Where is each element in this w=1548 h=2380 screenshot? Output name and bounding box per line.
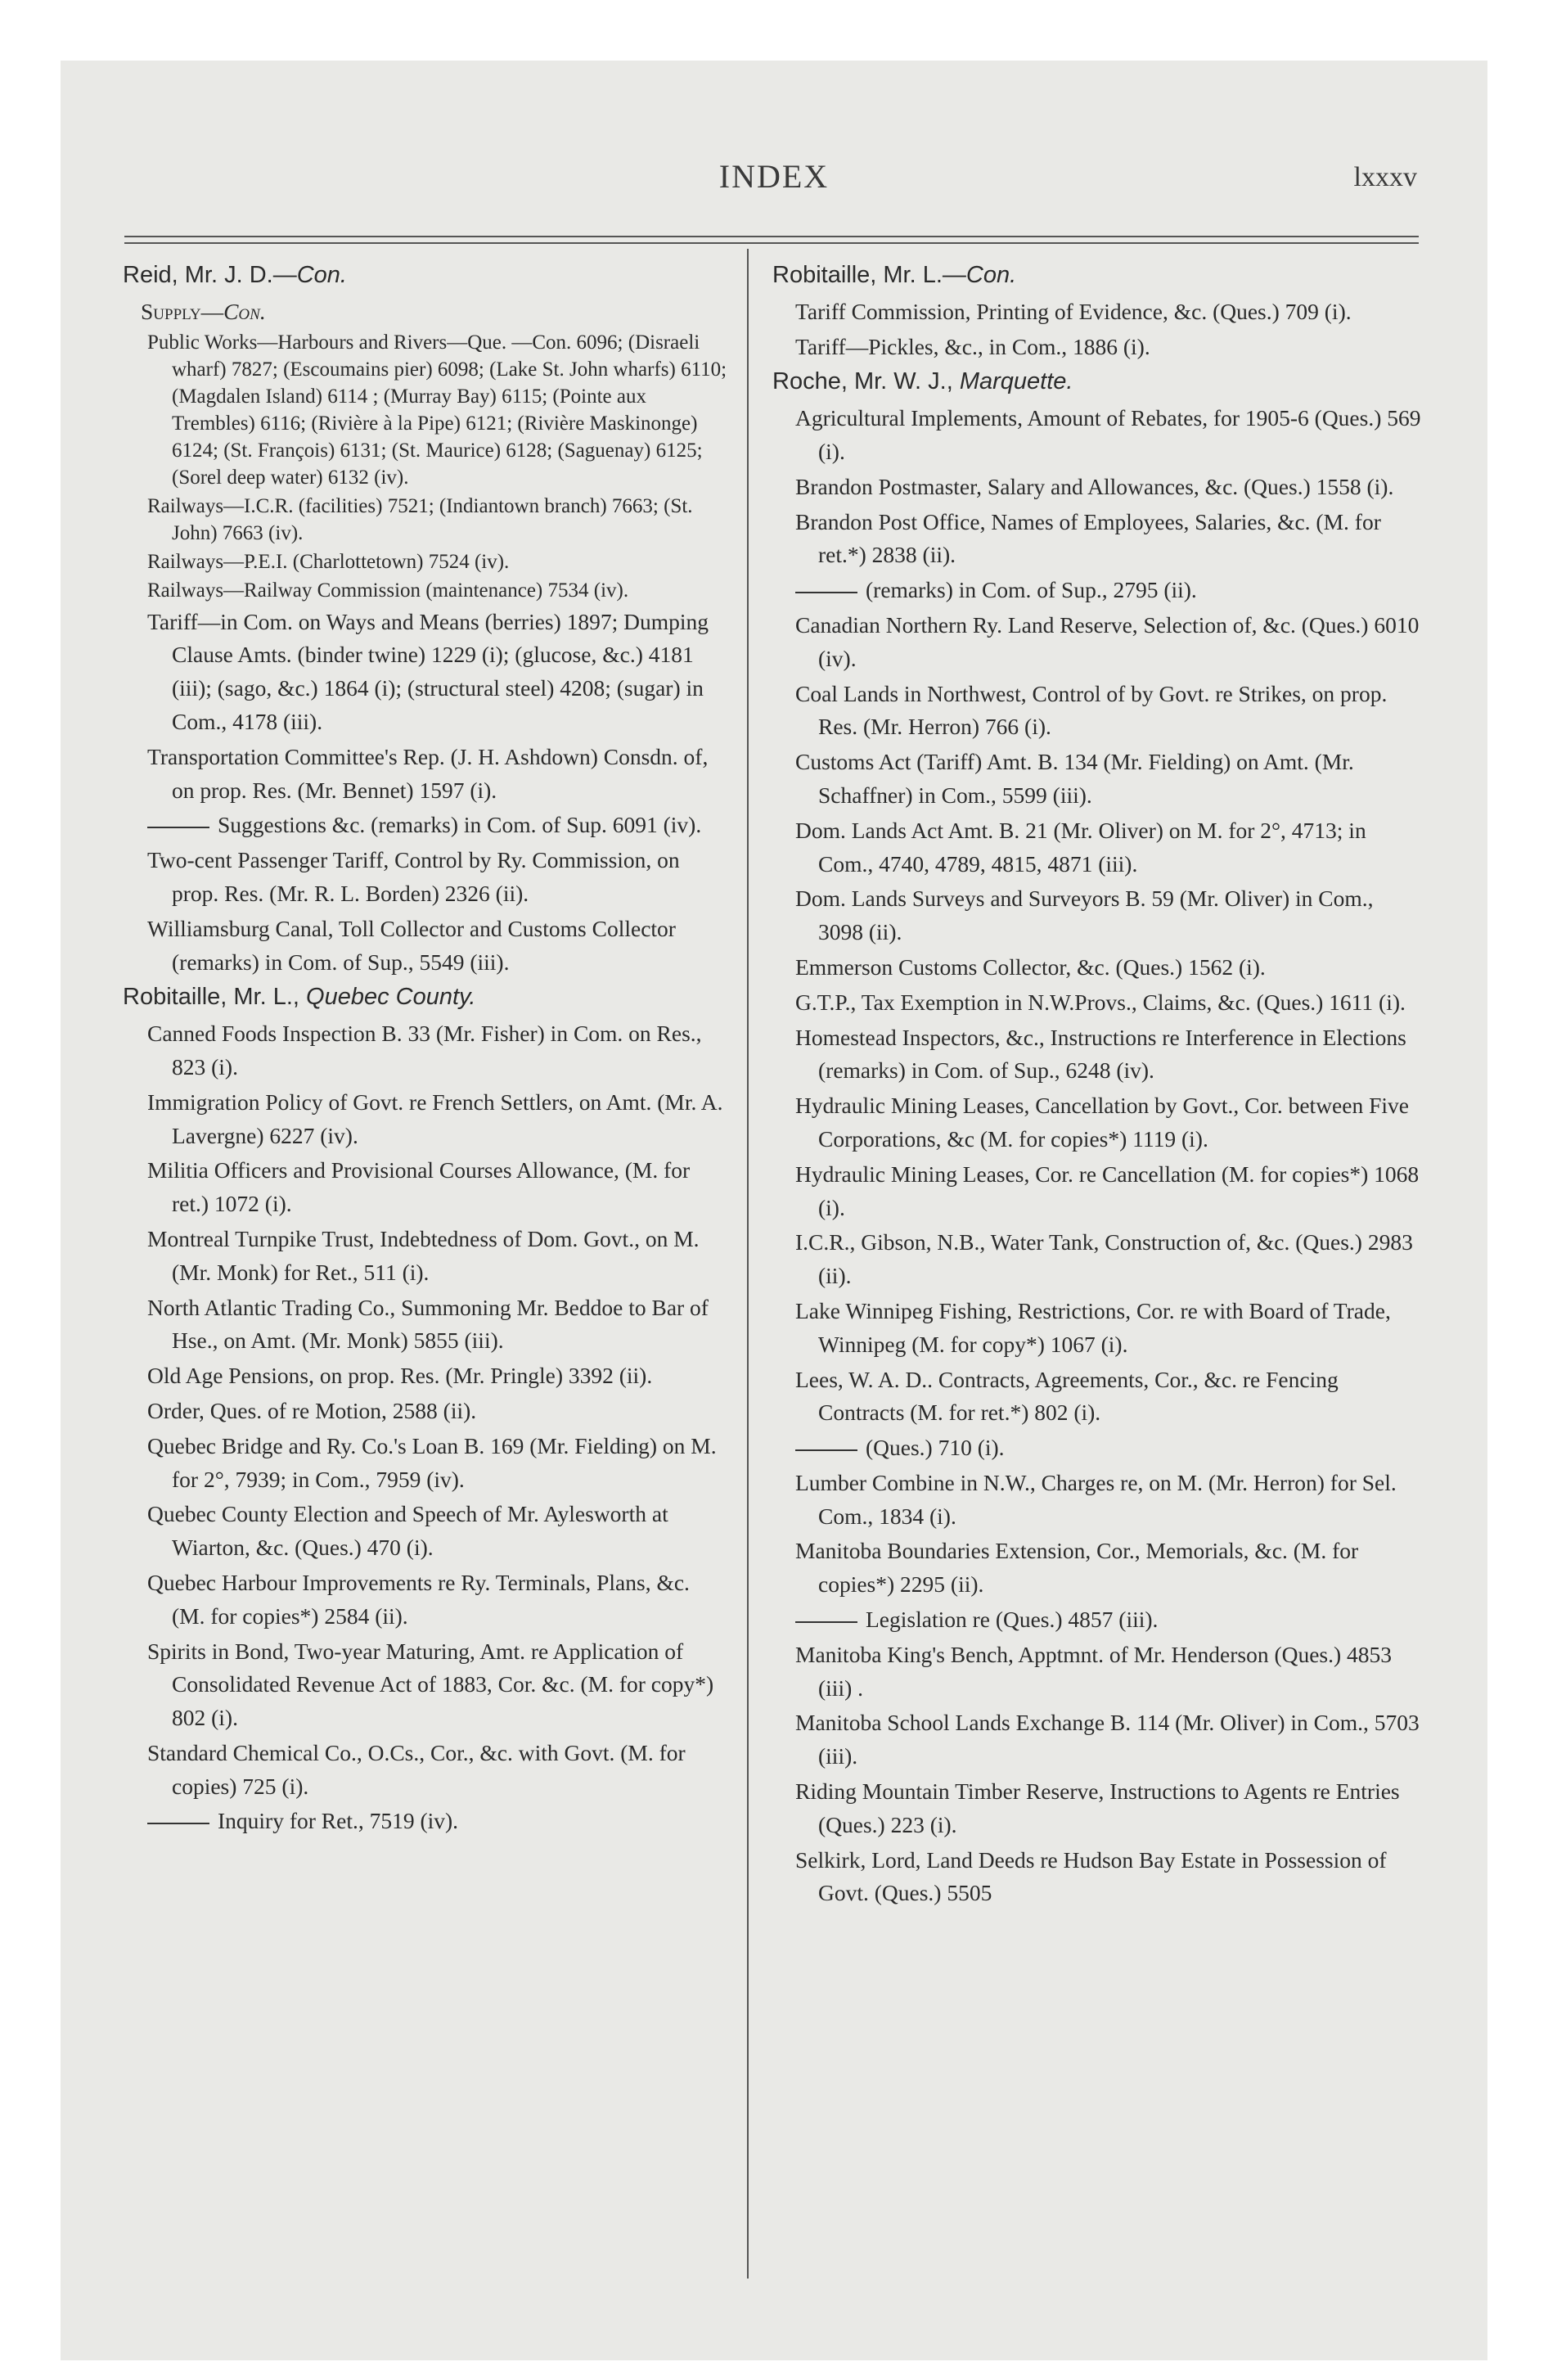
- page-number: lxxxv: [1353, 162, 1417, 192]
- index-entry: Old Age Pensions, on prop. Res. (Mr. Pringle) 3392 (ii).: [147, 1363, 653, 1389]
- member-name: Robitaille, Mr. L.,: [123, 984, 299, 1011]
- entry-text: Inquiry for Ret., 7519 (iv).: [218, 1808, 459, 1834]
- index-entry: Public Works—Harbours and Rivers—Que. —Con. 6096; (Disraeli wharf) 7827; (Escoumains pier) 6098; (Lake St. John wharfs) 6110; (Magdalen Island) 6114 ; (Murray Bay) 6115; (Pointe aux Trembles) 6116; (Rivière à la Pipe) 6121; (Rivière Maskinonge) 6124; (St. François) 6131; (St. Maurice) 6128; (Saguenay) 6125; (Sorel deep water) 6132 (iv).: [147, 331, 727, 489]
- index-entry: Quebec Harbour Improvements re Ry. Terminals, Plans, &c. (M. for copies*) 2584 (ii).: [147, 1569, 690, 1629]
- index-entry: Tariff—in Com. on Ways and Means (berries) 1897; Dumping Clause Amts. (binder twine) 1229 (i); (glucose, &c.) 4181 (iii); (sago, &c.) 1864 (i); (structural steel) 4208; (sugar) in Com., 4178 (iii).: [147, 608, 709, 734]
- index-entry: Hydraulic Mining Leases, Cor. re Cancellation (M. for copies*) 1068 (i).: [795, 1161, 1420, 1220]
- index-entry: Dom. Lands Act Amt. B. 21 (Mr. Oliver) on M. for 2°, 4713; in Com., 4740, 4789, 4815, 4871 (iii).: [795, 817, 1366, 877]
- index-entry: Manitoba King's Bench, Apptmnt. of Mr. Henderson (Ques.) 4853 (iii) .: [795, 1641, 1393, 1701]
- index-entry: Agricultural Implements, Amount of Rebates, for 1905-6 (Ques.) 569 (i).: [795, 405, 1421, 464]
- continued-label: Con.: [965, 262, 1017, 288]
- index-entry: Tariff Commission, Printing of Evidence, &c. (Ques.) 709 (i).: [795, 298, 1352, 324]
- index-entry: Two-cent Passenger Tariff, Control by Ry. Commission, on prop. Res. (Mr. R. L. Borden) 2326 (ii).: [147, 847, 680, 906]
- ditto-dash: [795, 1621, 857, 1623]
- ditto-dash: [795, 1449, 857, 1451]
- member-heading: [772, 365, 1422, 399]
- index-subentry: [772, 574, 1422, 607]
- entry-text: (remarks) in Com. of Sup., 2795 (ii).: [866, 577, 1197, 603]
- riding-name: Marquette.: [959, 368, 1073, 395]
- index-entry: Canned Foods Inspection B. 33 (Mr. Fisher) in Com. on Res., 823 (i).: [147, 1021, 702, 1080]
- member-name: Robitaille, Mr. L.: [772, 262, 943, 288]
- index-entry: G.T.P., Tax Exemption in N.W.Provs., Claims, &c. (Ques.) 1611 (i).: [795, 989, 1406, 1015]
- index-entry: Selkirk, Lord, Land Deeds re Hudson Bay Estate in Possession of Govt. (Ques.) 5505: [795, 1846, 1387, 1906]
- index-subentry: [123, 809, 728, 842]
- index-entry: Quebec Bridge and Ry. Co.'s Loan B. 169 (Mr. Fielding) on M. for 2°, 7939; in Com., 7959 (iv).: [147, 1432, 717, 1492]
- ditto-dash: [795, 592, 857, 593]
- page-title: INDEX: [718, 158, 830, 195]
- subheading-label: Supply: [141, 298, 201, 324]
- index-entry: I.C.R., Gibson, N.B., Water Tank, Construction of, &c. (Ques.) 2983 (ii).: [795, 1229, 1413, 1289]
- column-divider: [747, 249, 749, 2279]
- entry-text: (Ques.) 710 (i).: [866, 1435, 1005, 1461]
- index-entry: Williamsburg Canal, Toll Collector and Customs Collector (remarks) in Com. of Sup., 5549 (iii).: [147, 915, 676, 975]
- index-entry: Emmerson Customs Collector, &c. (Ques.) 1562 (i).: [795, 953, 1266, 980]
- member-heading: Reid, Mr. J. D.—Con.: [123, 262, 347, 288]
- index-entry: Montreal Turnpike Trust, Indebtedness of Dom. Govt., on M. (Mr. Monk) for Ret., 511 (i).: [147, 1225, 700, 1285]
- index-entry: Standard Chemical Co., O.Cs., Cor., &c. with Govt. (M. for copies) 725 (i).: [147, 1739, 686, 1799]
- entry-text: Legislation re (Ques.) 4857 (iii).: [866, 1607, 1159, 1633]
- index-entry: Riding Mountain Timber Reserve, Instructions to Agents re Entries (Ques.) 223 (i).: [795, 1778, 1400, 1837]
- index-entry: Tariff—Pickles, &c., in Com., 1886 (i).: [795, 333, 1150, 359]
- subheading: Supply—Con.: [141, 298, 266, 324]
- index-entry: Canadian Northern Ry. Land Reserve, Selection of, &c. (Ques.) 6010 (iv).: [795, 611, 1420, 671]
- index-entry: Lake Winnipeg Fishing, Restrictions, Cor. re with Board of Trade, Winnipeg (M. for copy*) 1067 (i).: [795, 1297, 1391, 1357]
- index-entry: Transportation Committee's Rep. (J. H. Ashdown) Consdn. of, on prop. Res. (Mr. Bennet) 1597 (i).: [147, 743, 709, 803]
- index-page: [61, 61, 1487, 2360]
- index-entry: Customs Act (Tariff) Amt. B. 134 (Mr. Fielding) on Amt. (Mr. Schaffner) in Com., 5599 (iii).: [795, 749, 1354, 808]
- entry-text: Suggestions &c. (remarks) in Com. of Sup. 6091 (iv).: [218, 812, 702, 838]
- index-entry: Railways—Railway Commission (maintenance) 7534 (iv).: [147, 579, 629, 602]
- index-entry: Brandon Post Office, Names of Employees, Salaries, &c. (M. for ret.*) 2838 (ii).: [795, 508, 1381, 568]
- left-column: [123, 257, 728, 1840]
- index-entry: Quebec County Election and Speech of Mr. Aylesworth at Wiarton, &c. (Ques.) 470 (i).: [147, 1501, 668, 1561]
- index-entry: Coal Lands in Northwest, Control of by Govt. re Strikes, on prop. Res. (Mr. Herron) 766 (i).: [795, 680, 1388, 740]
- ditto-dash: [147, 1823, 209, 1824]
- index-entry: North Atlantic Trading Co., Summoning Mr. Beddoe to Bar of Hse., on Amt. (Mr. Monk) 5855 (iii).: [147, 1294, 709, 1354]
- continued-label: Con.: [296, 262, 347, 288]
- index-entry: Railways—I.C.R. (facilities) 7521; (Indiantown branch) 7663; (St. John) 7663 (iv).: [147, 494, 693, 544]
- index-entry: Manitoba Boundaries Extension, Cor., Memorials, &c. (M. for copies*) 2295 (ii).: [795, 1538, 1359, 1598]
- index-entry: Order, Ques. of re Motion, 2588 (ii).: [147, 1397, 477, 1423]
- continued-label: Con.: [223, 298, 266, 324]
- index-entry: Brandon Postmaster, Salary and Allowances, &c. (Ques.) 1558 (i).: [795, 473, 1394, 499]
- index-subentry: [123, 1805, 728, 1838]
- index-entry: Manitoba School Lands Exchange B. 114 (Mr. Oliver) in Com., 5703 (iii).: [795, 1710, 1420, 1769]
- member-heading: Robitaille, Mr. L.—Con.: [772, 262, 1017, 288]
- index-entry: Militia Officers and Provisional Courses Allowance, (M. for ret.) 1072 (i).: [147, 1157, 691, 1217]
- index-entry: Homestead Inspectors, &c., Instructions re Interference in Elections (remarks) in Com. of Sup., 6248 (iv).: [795, 1024, 1406, 1084]
- header-rule: [124, 242, 1419, 244]
- index-entry: Hydraulic Mining Leases, Cancellation by Govt., Cor. between Five Corporations, &c (M. for copies*) 1119 (i).: [795, 1093, 1409, 1152]
- index-entry: Immigration Policy of Govt. re French Settlers, on Amt. (Mr. A. Lavergne) 6227 (iv).: [147, 1089, 723, 1148]
- right-column: [772, 257, 1422, 1912]
- riding-name: Quebec County.: [306, 984, 476, 1011]
- index-subentry: [772, 1431, 1422, 1465]
- index-entry: Dom. Lands Surveys and Surveyors B. 59 (Mr. Oliver) in Com., 3098 (ii).: [795, 886, 1374, 945]
- index-entry: Lumber Combine in N.W., Charges re, on M. (Mr. Herron) for Sel. Com., 1834 (i).: [795, 1469, 1397, 1529]
- index-entry: Railways—P.E.I. (Charlottetown) 7524 (iv).: [147, 550, 510, 573]
- index-entry: Spirits in Bond, Two-year Maturing, Amt. re Application of Consolidated Revenue Act of 1883, Cor. &c. (M. for copy*) 802 (i).: [147, 1638, 714, 1731]
- member-name: Roche, Mr. W. J.,: [772, 368, 953, 395]
- index-subentry: [772, 1603, 1422, 1637]
- member-name: Reid, Mr. J. D.: [123, 262, 273, 288]
- member-heading: [123, 980, 728, 1014]
- index-entry: Lees, W. A. D.. Contracts, Agreements, Cor., &c. re Fencing Contracts (M. for ret.*) 802 (i).: [795, 1366, 1339, 1426]
- ditto-dash: [147, 827, 209, 828]
- header-rule: [124, 236, 1419, 237]
